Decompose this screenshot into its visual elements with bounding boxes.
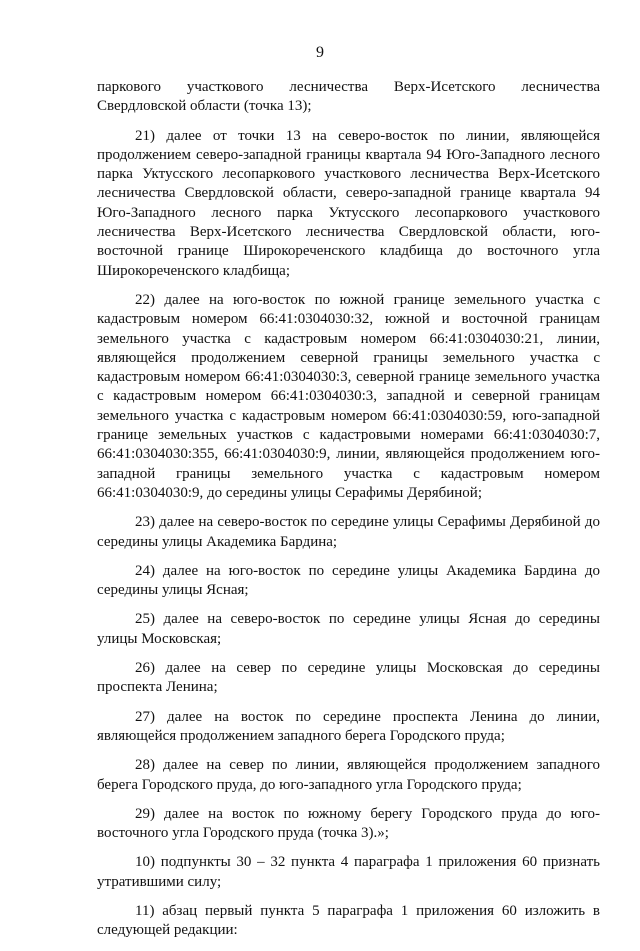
paragraph-item-21: 21) далее от точки 13 на северо-восток по линии, являющейся продолжением северо-западной границы квартала 94 Юго-Западного лесного парка Уктусского лесопаркового участкового лесничества Верх-Исетского лесничества Свердловской области, северо-западной границе квартала 94 Юго-Западного лесного парка Уктусского лесопаркового участкового лесничества Верх-Исетского лесничества Свердловской области, юго-восточной границе Широкореченского кладбища до восточного угла Широкореченского кладбища; bbox=[97, 127, 600, 279]
page-number: 9 bbox=[316, 44, 324, 61]
paragraph-item-11: 11) абзац первый пункта 5 параграфа 1 приложения 60 изложить в следующей редакции: bbox=[97, 902, 600, 939]
paragraph-item-28: 28) далее на север по линии, являющейся продолжением западного берега Городского пруда, до юго-западного угла Городского пруда; bbox=[97, 757, 600, 793]
paragraph-continuation: паркового участкового лесничества Верх-Исетского лесничества Свердловской области (точка 13); bbox=[97, 79, 600, 115]
paragraph-item-22: 22) далее на юго-восток по южной границе земельного участка с кадастровым номером 66:41:0304030:32, южной и восточной границам земельного участка с кадастровым номером 66:41:0304030:21, линии, являющейся продолжением северной границы земельного участка с кадастровым номером 66:41:0304030:3, северной границе земельного участка с кадастровым номером 66:41:0304030:3, западной и северной границам земельного участка с кадастровым номером 66:41:0304030:59, юго-западной границе земельных участков с кадастровыми номерами 66:41:0304030:7, 66:41:0304030:355, 66:41:0304030:9, линии, являющейся продолжением юго-западной границы земельного участка с кадастровым номером 66:41:0304030:9, до середины улицы Серафимы Дерябиной; bbox=[97, 291, 600, 501]
paragraph-item-27: 27) далее на восток по середине проспекта Ленина до линии, являющейся продолжением западного берега Городского пруда; bbox=[97, 708, 600, 744]
paragraph-item-24: 24) далее на юго-восток по середине улицы Академика Бардина до середины улицы Ясная; bbox=[97, 562, 600, 599]
paragraph-item-23: 23) далее на северо-восток по середине улицы Серафимы Дерябиной до середины улицы Академика Бардина; bbox=[97, 514, 600, 550]
paragraph-item-25: 25) далее на северо-восток по середине улицы Ясная до середины улицы Московская; bbox=[97, 611, 600, 647]
paragraph-item-26: 26) далее на север по середине улицы Московская до середины проспекта Ленина; bbox=[97, 660, 600, 696]
paragraph-item-10: 10) подпункты 30 – 32 пункта 4 параграфа 1 приложения 60 признать утратившими силу; bbox=[97, 854, 600, 890]
document-body bbox=[97, 78, 600, 951]
paragraph-item-29: 29) далее на восток по южному берегу Городского пруда до юго-восточного угла Городского пруда (точка 3).»; bbox=[97, 805, 600, 842]
